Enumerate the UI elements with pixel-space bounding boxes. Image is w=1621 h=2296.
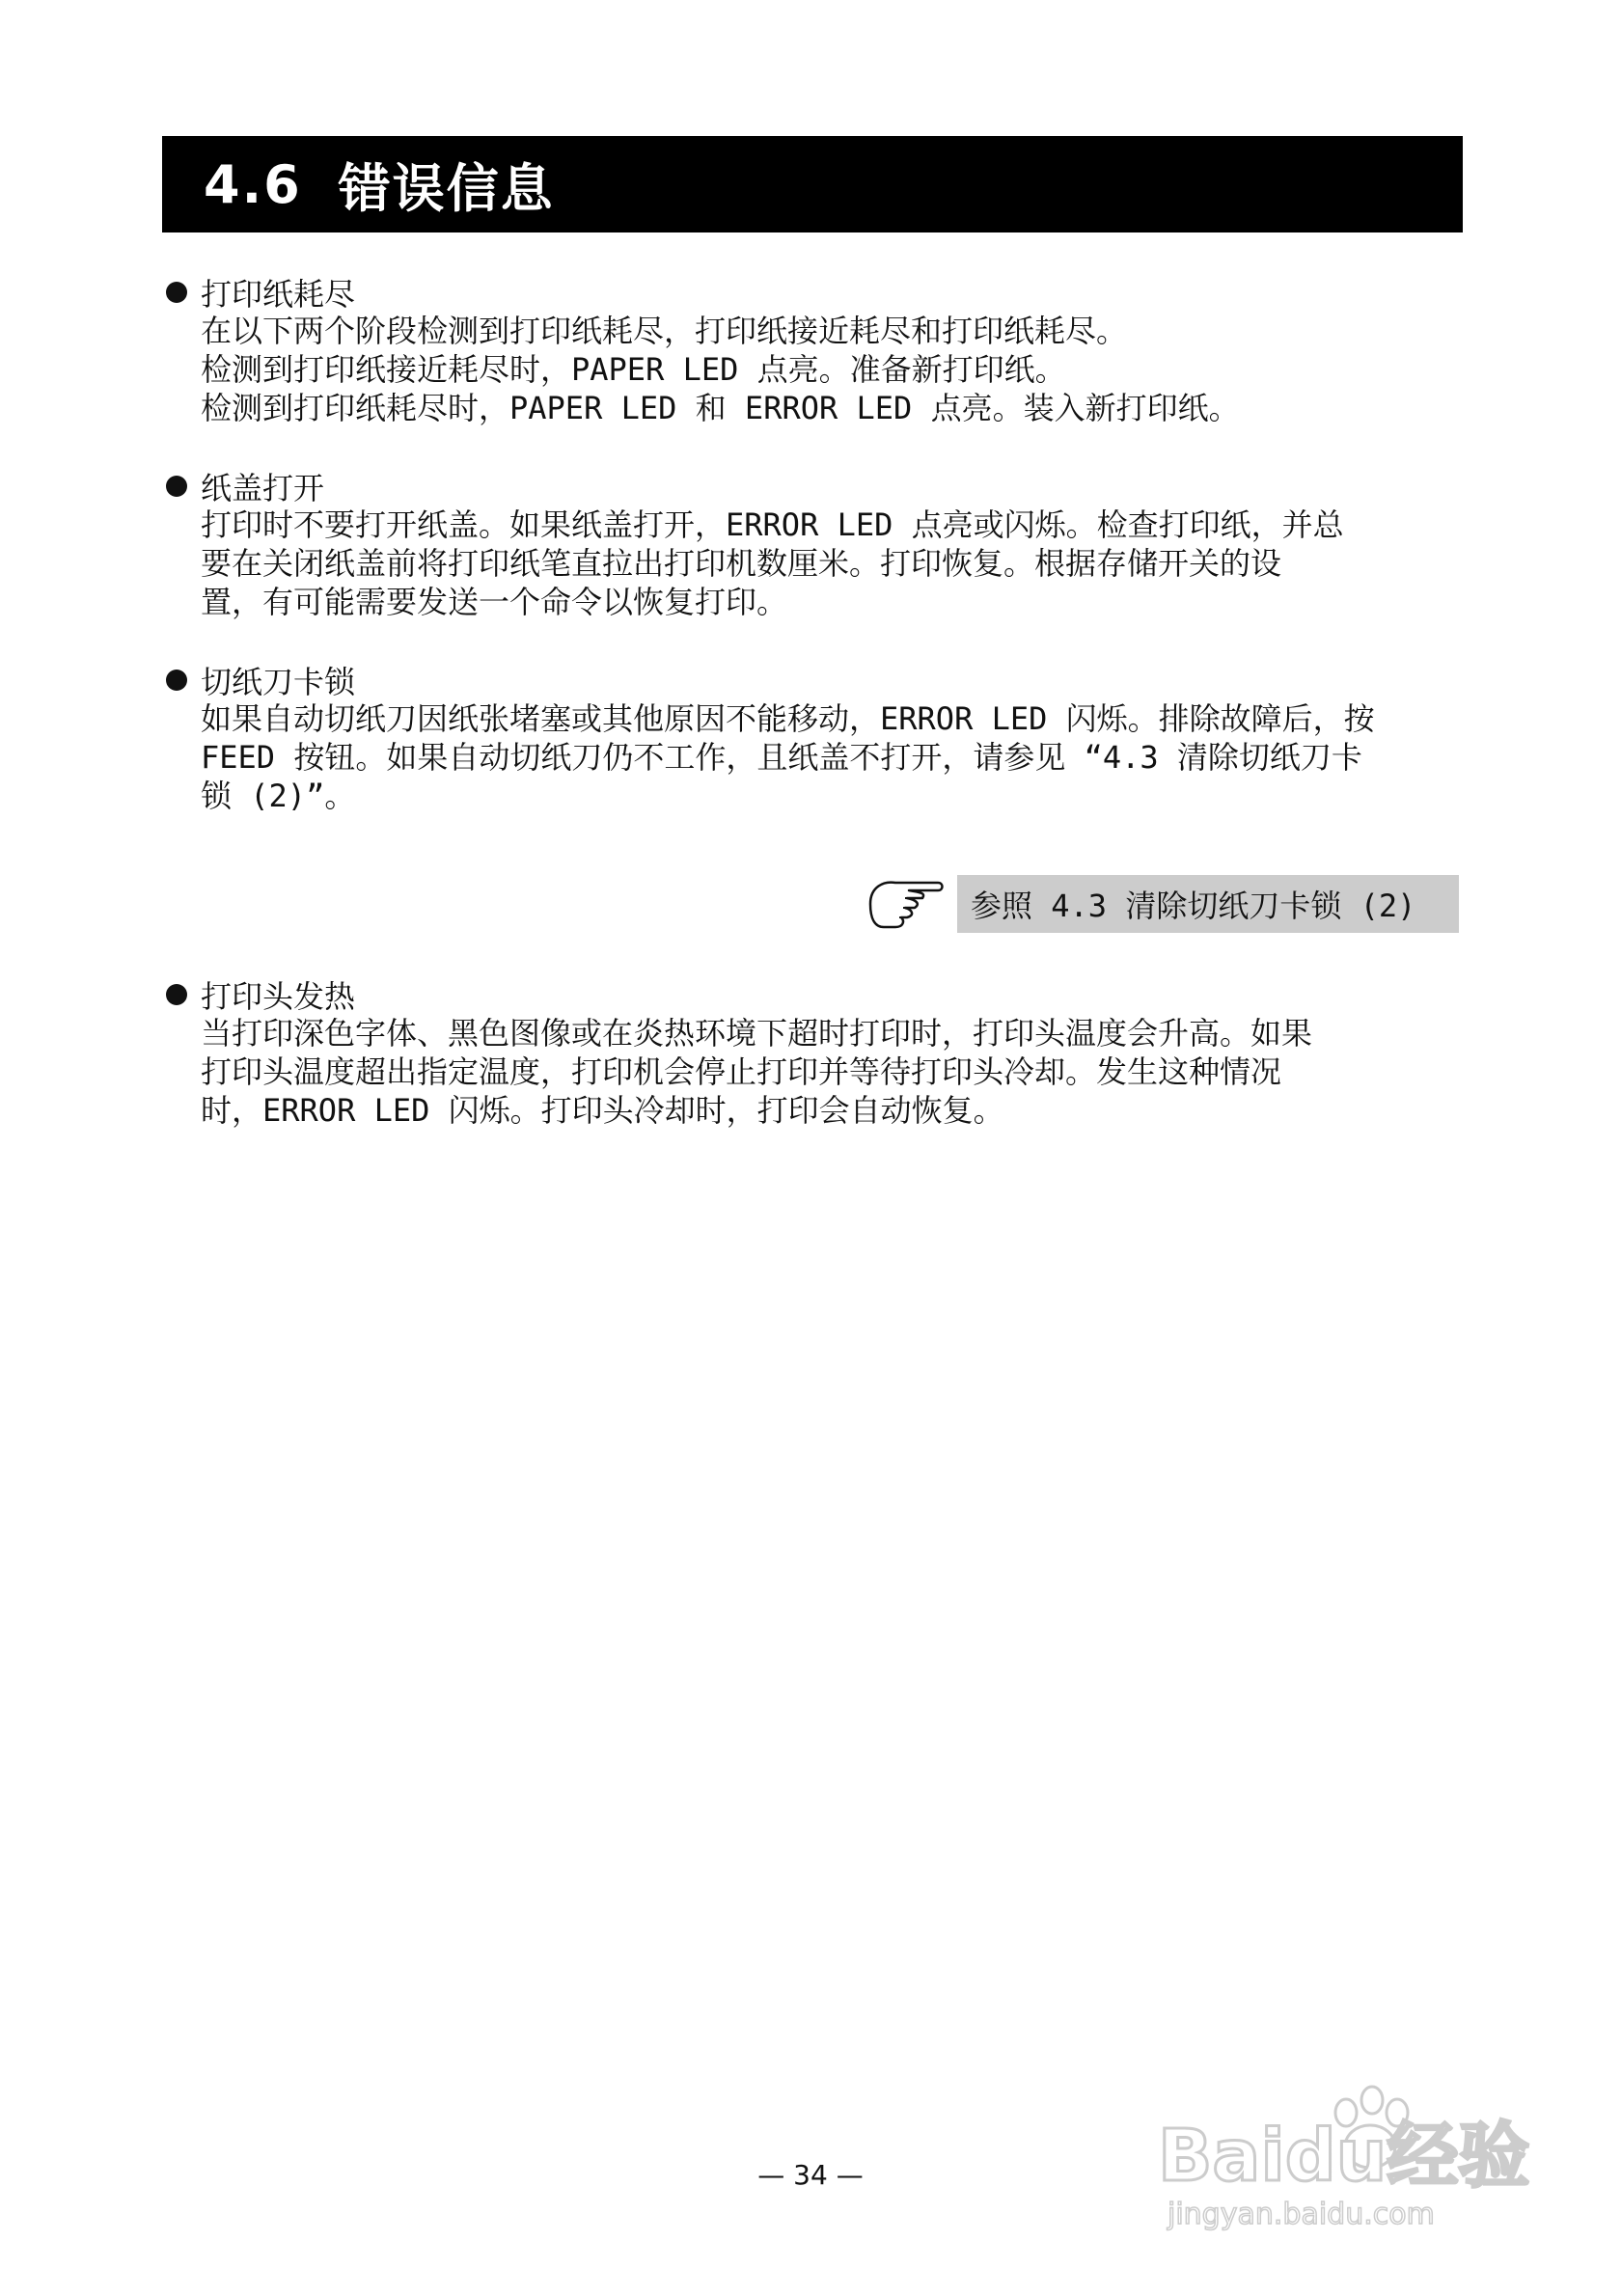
section-body [201, 699, 1465, 815]
section-heading: 切纸刀卡锁 [201, 664, 356, 700]
section-body [201, 506, 1465, 621]
section-title: 错误信息 [338, 157, 555, 219]
section-number: 4.6 [204, 153, 302, 215]
body-line: FEED 按钮。如果自动切纸刀仍不工作，且纸盖不打开，请参见 “4.3 清除切纸刀卡 [201, 739, 1362, 776]
section-paper-end [166, 273, 1469, 427]
body-line: 打印头温度超出指定温度，打印机会停止打印并等待打印头冷却。发生这种情况 [201, 1053, 1282, 1090]
section-cutter-lock [166, 661, 1469, 815]
reference-note [863, 871, 1459, 937]
bullet-icon [166, 282, 187, 303]
reference-label: 参照 4.3 清除切纸刀卡锁 (2) [971, 888, 1416, 924]
page-number: — 34 — [757, 2159, 864, 2191]
section-title-bar [162, 136, 1463, 232]
section-heading-row [166, 273, 1469, 312]
body-line: 在以下两个阶段检测到打印纸耗尽，打印纸接近耗尽和打印纸耗尽。 [201, 313, 1128, 349]
section-body [201, 1014, 1465, 1130]
section-heading: 打印纸耗尽 [201, 276, 356, 313]
body-line: 要在关闭纸盖前将打印纸笔直拉出打印机数厘米。打印恢复。根据存储开关的设 [201, 545, 1282, 582]
body-line: 锁 (2)”。 [201, 778, 356, 814]
reference-label-box [957, 875, 1459, 933]
body-line: 当打印深色字体、黑色图像或在炎热环境下超时打印时，打印头温度会升高。如果 [201, 1015, 1313, 1052]
section-heading-row [166, 661, 1469, 699]
body-line: 如果自动切纸刀因纸张堵塞或其他原因不能移动，ERROR LED 闪烁。排除故障后，按 [201, 700, 1375, 737]
section-head-overheat [166, 975, 1469, 1130]
section-cover-open [166, 467, 1469, 621]
watermark-brand: Baidu经验 [1158, 2115, 1530, 2198]
body-line: 检测到打印纸耗尽时，PAPER LED 和 ERROR LED 点亮。装入新打印纸。 [201, 390, 1240, 426]
section-body [201, 312, 1465, 427]
baidu-watermark-logo [1148, 2040, 1534, 2233]
body-line: 置，有可能需要发送一个命令以恢复打印。 [201, 584, 788, 620]
section-heading-row [166, 467, 1469, 506]
watermark-url: jingyan.baidu.com [1168, 2198, 1435, 2231]
body-line: 检测到打印纸接近耗尽时，PAPER LED 点亮。准备新打印纸。 [201, 351, 1066, 388]
bullet-icon [166, 476, 187, 497]
pointing-hand-icon [863, 875, 949, 933]
body-line: 时，ERROR LED 闪烁。打印头冷却时，打印会自动恢复。 [201, 1092, 1004, 1129]
section-heading: 打印头发热 [201, 978, 356, 1015]
section-heading-row [166, 975, 1469, 1014]
bullet-icon [166, 984, 187, 1005]
body-line: 打印时不要打开纸盖。如果纸盖打开，ERROR LED 点亮或闪烁。检查打印纸，并总 [201, 506, 1344, 543]
section-heading: 纸盖打开 [201, 470, 325, 506]
bullet-icon [166, 670, 187, 691]
